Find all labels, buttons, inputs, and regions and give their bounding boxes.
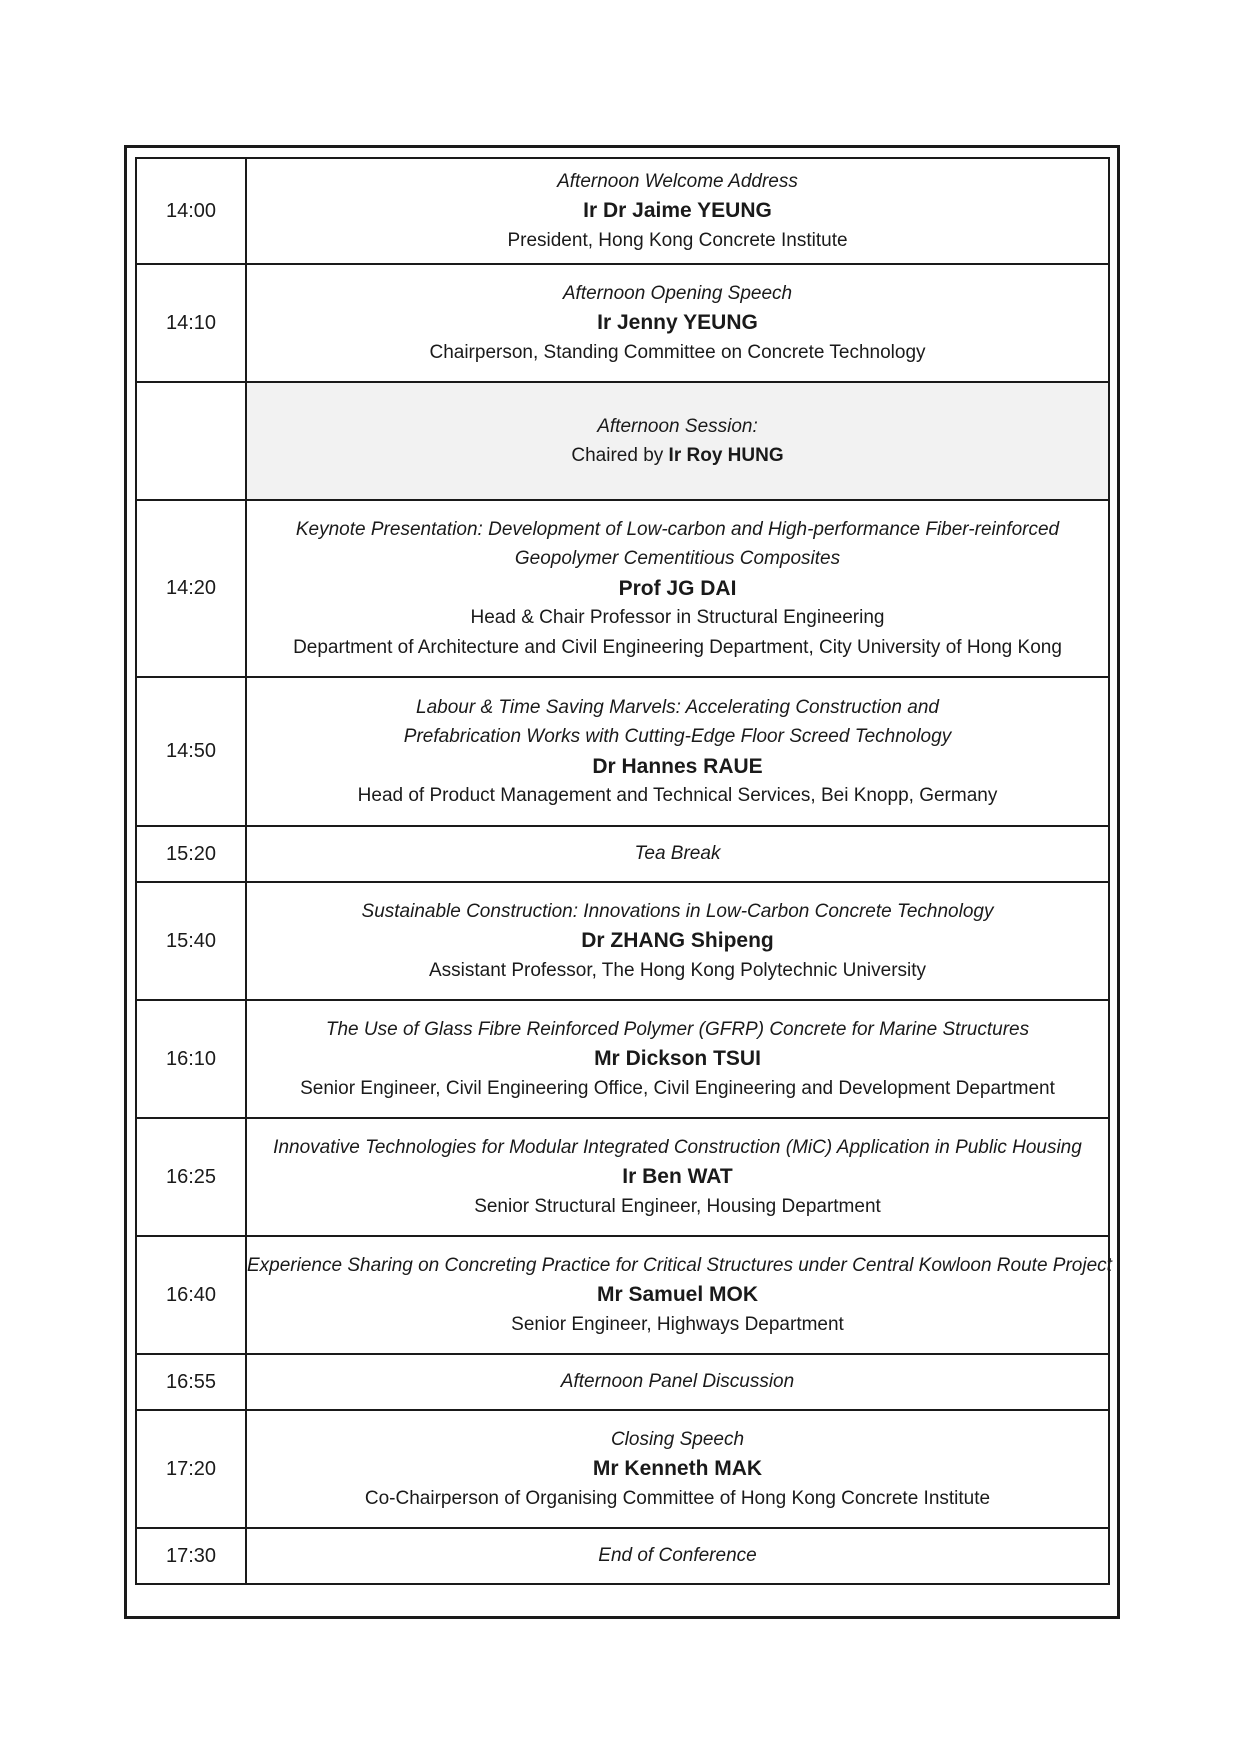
time-cell: 17:30 — [136, 1528, 246, 1584]
content-cell — [246, 500, 1109, 677]
time-cell: 16:10 — [136, 1000, 246, 1118]
session-title: End of Conference — [598, 1545, 757, 1567]
session-title: The Use of Glass Fibre Reinforced Polymer (GFRP) Concrete for Marine Structures — [325, 1018, 1030, 1040]
content-cell — [246, 382, 1109, 500]
session-title: Afternoon Welcome Address — [557, 170, 798, 192]
speaker-name: Ir Dr Jaime YEUNG — [583, 199, 772, 223]
speaker-name: Mr Kenneth MAK — [592, 1457, 763, 1481]
chair-name: Ir Roy HUNG — [668, 445, 784, 466]
session-title: Afternoon Panel Discussion — [560, 1371, 795, 1393]
content-cell — [246, 1000, 1109, 1118]
speaker-role: Senior Engineer, Civil Engineering Office, Civil Engineering and Development Department — [300, 1077, 1055, 1099]
speaker-role: Co-Chairperson of Organising Committee of Hong Kong Concrete Institute — [364, 1487, 991, 1509]
agenda-row — [136, 500, 1109, 677]
speaker-role: Assistant Professor, The Hong Kong Polytechnic University — [428, 959, 927, 981]
session-title: Afternoon Opening Speech — [562, 282, 793, 304]
speaker-role: Senior Structural Engineer, Housing Department — [474, 1195, 881, 1217]
speaker-name: Dr ZHANG Shipeng — [581, 929, 774, 953]
session-title: Tea Break — [634, 843, 721, 865]
time-cell: 16:40 — [136, 1236, 246, 1354]
session-title: Sustainable Construction: Innovations in Low-Carbon Concrete Technology — [361, 900, 994, 922]
agenda-row — [136, 264, 1109, 382]
agenda-row — [136, 1000, 1109, 1118]
agenda-row — [136, 1410, 1109, 1528]
content-cell — [246, 1354, 1109, 1410]
agenda-row — [136, 882, 1109, 1000]
session-title: Closing Speech — [610, 1428, 745, 1450]
session-title: Geopolymer Cementitious Composites — [514, 548, 841, 570]
agenda-row — [136, 158, 1109, 264]
content-cell — [246, 882, 1109, 1000]
time-cell: 15:40 — [136, 882, 246, 1000]
content-cell — [246, 677, 1109, 826]
content-cell — [246, 1528, 1109, 1584]
time-cell: 14:20 — [136, 500, 246, 677]
speaker-name: Ir Jenny YEUNG — [597, 311, 758, 335]
speaker-name: Mr Dickson TSUI — [594, 1047, 761, 1071]
session-header-row — [136, 382, 1109, 500]
session-title: Experience Sharing on Concreting Practice for Critical Structures under Central Kowloon Route Project — [247, 1254, 1112, 1276]
speaker-role: Head & Chair Professor in Structural Engineering — [470, 607, 885, 629]
content-cell — [246, 826, 1109, 882]
speaker-role: Head of Product Management and Technical Services, Bei Knopp, Germany — [357, 785, 998, 806]
speaker-role: Department of Architecture and Civil Engineering Department, City University of Hong Kong — [293, 636, 1062, 658]
content-cell — [246, 264, 1109, 382]
content-cell — [246, 1118, 1109, 1236]
time-cell: 16:55 — [136, 1354, 246, 1410]
session-title: Afternoon Session: — [597, 415, 758, 437]
session-chair — [247, 441, 1108, 471]
agenda-row — [136, 677, 1109, 826]
agenda-row — [136, 826, 1109, 882]
speaker-name: Mr Samuel MOK — [596, 1283, 759, 1307]
time-cell: 15:20 — [136, 826, 246, 882]
speaker-name: Dr Hannes RAUE — [592, 754, 763, 778]
agenda-row — [136, 1528, 1109, 1584]
session-title: Prefabrication Works with Cutting-Edge Floor Screed Technology — [403, 726, 952, 747]
speaker-name: Ir Ben WAT — [622, 1165, 733, 1189]
session-title: Innovative Technologies for Modular Integrated Construction (MiC) Application in Public Housing — [273, 1136, 1082, 1158]
agenda-row — [136, 1236, 1109, 1354]
speaker-role: Chairperson, Standing Committee on Concrete Technology — [429, 341, 926, 363]
content-cell — [246, 158, 1109, 264]
chair-prefix: Chaired by — [571, 445, 664, 466]
speaker-role: President, Hong Kong Concrete Institute — [507, 229, 848, 251]
session-title: Labour & Time Saving Marvels: Accelerating Construction and — [416, 696, 939, 718]
content-cell — [246, 1410, 1109, 1528]
speaker-role: Senior Engineer, Highways Department — [511, 1313, 844, 1335]
speaker-name: Prof JG DAI — [618, 576, 737, 600]
agenda-row — [136, 1354, 1109, 1410]
time-cell: 14:50 — [136, 677, 246, 826]
time-cell — [136, 382, 246, 500]
content-cell — [246, 1236, 1112, 1354]
time-cell: 17:20 — [136, 1410, 246, 1528]
session-title: Keynote Presentation: Development of Low-carbon and High-performance Fiber-reinforced — [295, 518, 1060, 540]
time-cell: 14:00 — [136, 158, 246, 264]
time-cell: 16:25 — [136, 1118, 246, 1236]
agenda-row — [136, 1118, 1109, 1236]
agenda-table — [135, 157, 1110, 1585]
time-cell: 14:10 — [136, 264, 246, 382]
